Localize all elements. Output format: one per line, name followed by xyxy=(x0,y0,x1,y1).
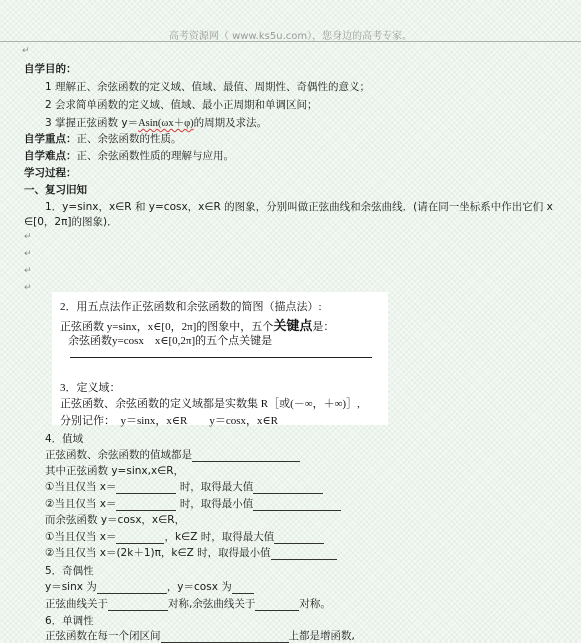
parity-line-1: y＝sinx 为 ，y＝cosx 为 xyxy=(45,579,254,594)
parity-line-2: 正弦曲线关于 对称,余弦曲线关于 对称。 xyxy=(45,598,331,610)
objective-2: 2 会求简单函数的定义域、值域、最小正周期和单调区间； xyxy=(45,99,318,111)
five-point-title: 2．用五点法作正弦函数和余弦函数的简图（描点法）: xyxy=(60,301,322,313)
cos-max: ①当且仅当 x＝ ，k∈Z 时，取得最大值 xyxy=(45,529,324,544)
mono-line-1: 正弦函数在每一个闭区间 上都是增函数, xyxy=(45,630,355,642)
cos-key-points: 余弦函数y=cosx x∈[0,2π]的五个点关键是 xyxy=(68,335,273,347)
review-item-1-cont: ∈[0，2π]的图象)． xyxy=(24,216,118,228)
range-heading: 4．值域 xyxy=(45,433,84,445)
formula-asin: Asin(ωx＋φ) xyxy=(138,118,194,129)
sin-min: ②当且仅当 x＝ 时，取得最小值 xyxy=(45,496,341,511)
mono-heading: 6．单调性 xyxy=(45,615,94,627)
paragraph-mark: ↵ xyxy=(24,249,32,259)
domain-notation: 分别记作： y＝sinx，x∈R y＝cosx，x∈R xyxy=(60,415,278,427)
key-points: 自学重点：正、余弦函数的性质。 xyxy=(24,133,182,145)
page-header: 高考资源网（ www.ks5u.com），您身边的高考专家。 xyxy=(168,31,413,42)
difficulty: 自学难点：正、余弦函数性质的理解与应用。 xyxy=(24,150,234,162)
sin-max: ①当且仅当 x＝ 时，取得最大值 xyxy=(45,479,323,494)
process-heading: 学习过程： xyxy=(24,167,77,179)
header-rule xyxy=(0,41,581,42)
domain-title: 3．定义域： xyxy=(60,382,121,394)
review-item-1: 1．y=sinx，x∈R 和 y=cosx，x∈R 的图象，分别叫做正弦曲线和余弦曲线．(请在同一坐标系中作出它们 x xyxy=(45,201,553,213)
cos-min: ②当且仅当 x＝(2k＋1)π，k∈Z 时，取得最小值 xyxy=(45,545,337,560)
paragraph-mark: ↵ xyxy=(22,46,30,56)
range-line-2: 其中正弦函数 y=sinx,x∈R， xyxy=(45,465,185,477)
paragraph-mark: ↵ xyxy=(24,232,32,242)
parity-heading: 5．奇偶性 xyxy=(45,565,94,577)
five-point-image xyxy=(52,292,388,425)
cos-intro: 而余弦函数 y＝cosx，x∈R， xyxy=(45,514,186,526)
paragraph-mark: ↵ xyxy=(24,266,32,276)
range-line-1: 正弦函数、余弦函数的值域都是 xyxy=(45,447,300,462)
sin-key-points: 正弦函数 y=sinx，x∈[0，2π]的图象中，五个关键点是： xyxy=(60,318,335,333)
paragraph-mark: ↵ xyxy=(24,283,32,293)
domain-line: 正弦函数、余弦函数的定义域都是实数集 R［或(－∞，＋∞)］, xyxy=(60,398,360,410)
objective-3: 3 掌握正弦函数 y＝Asin(ωx＋φ)的周期及求法。 xyxy=(45,117,268,129)
answer-line xyxy=(70,357,372,358)
review-heading: 一、复习旧知 xyxy=(24,184,87,196)
objectives-heading: 自学目的： xyxy=(24,63,77,75)
objective-1: 1 理解正、余弦函数的定义域、值域、最值、周期性、奇偶性的意义； xyxy=(45,81,371,93)
